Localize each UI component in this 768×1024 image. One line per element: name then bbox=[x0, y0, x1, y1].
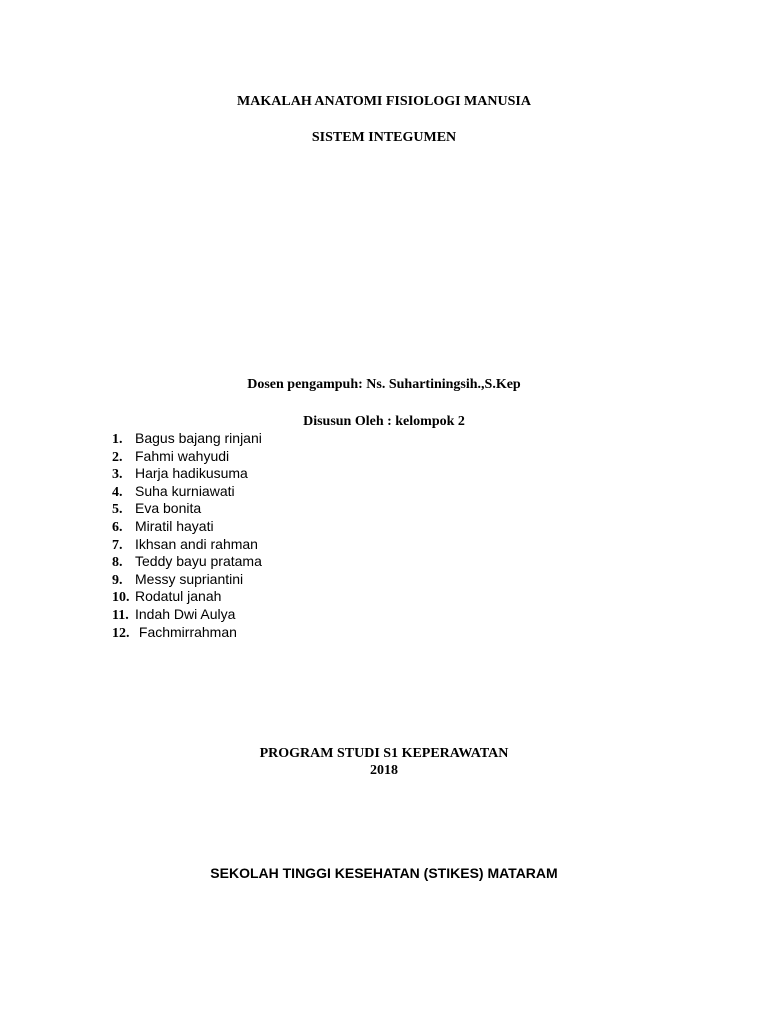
member-number: 8. bbox=[112, 555, 123, 571]
school-name: SEKOLAH TINGGI KESEHATAN (STIKES) MATARAM bbox=[210, 865, 558, 881]
list-item bbox=[112, 448, 262, 466]
member-number: 2. bbox=[112, 449, 123, 465]
member-name: Ikhsan andi rahman bbox=[135, 535, 258, 552]
member-name: Indah Dwi Aulya bbox=[135, 605, 236, 622]
member-name: Fahmi wahyudi bbox=[135, 447, 230, 464]
member-number: 3. bbox=[112, 467, 123, 483]
member-name: Fachmirrahman bbox=[135, 623, 237, 640]
document-subtitle: SISTEM INTEGUMEN bbox=[311, 130, 457, 145]
member-name: Miratil hayati bbox=[135, 517, 214, 534]
program-line: PROGRAM STUDI S1 KEPERAWATAN bbox=[259, 746, 509, 761]
list-item bbox=[112, 465, 262, 483]
member-name: Eva bonita bbox=[135, 500, 202, 517]
member-name: Rodatul janah bbox=[135, 588, 222, 605]
member-number: 9. bbox=[112, 572, 123, 588]
member-number: 11. bbox=[112, 607, 129, 623]
list-item bbox=[112, 606, 262, 624]
composed-by-line: Disusun Oleh : kelompok 2 bbox=[303, 414, 465, 429]
member-number: 10. bbox=[112, 590, 130, 606]
lecturer-line: Dosen pengampuh: Ns. Suhartiningsih.,S.Kep bbox=[247, 377, 521, 392]
list-item bbox=[112, 624, 262, 642]
list-item bbox=[112, 588, 262, 606]
member-name: Messy supriantini bbox=[135, 570, 244, 587]
member-number: 5. bbox=[112, 502, 123, 518]
list-item bbox=[112, 553, 262, 571]
list-item bbox=[112, 571, 262, 589]
member-list bbox=[112, 430, 262, 641]
member-name: Suha kurniawati bbox=[135, 482, 235, 499]
year-line: 2018 bbox=[370, 763, 398, 778]
document-title: MAKALAH ANATOMI FISIOLOGI MANUSIA bbox=[237, 94, 531, 109]
list-item bbox=[112, 483, 262, 501]
list-item bbox=[112, 518, 262, 536]
member-number: 1. bbox=[112, 432, 123, 447]
list-item bbox=[112, 536, 262, 554]
list-item bbox=[112, 430, 262, 448]
member-number: 7. bbox=[112, 537, 123, 553]
member-name: Bagus bajang rinjani bbox=[135, 430, 262, 446]
member-name: Teddy bayu pratama bbox=[135, 553, 262, 570]
member-number: 6. bbox=[112, 519, 123, 535]
member-name: Harja hadikusuma bbox=[135, 465, 248, 482]
member-number: 12. bbox=[112, 625, 130, 641]
list-item bbox=[112, 500, 262, 518]
member-number: 4. bbox=[112, 484, 123, 500]
